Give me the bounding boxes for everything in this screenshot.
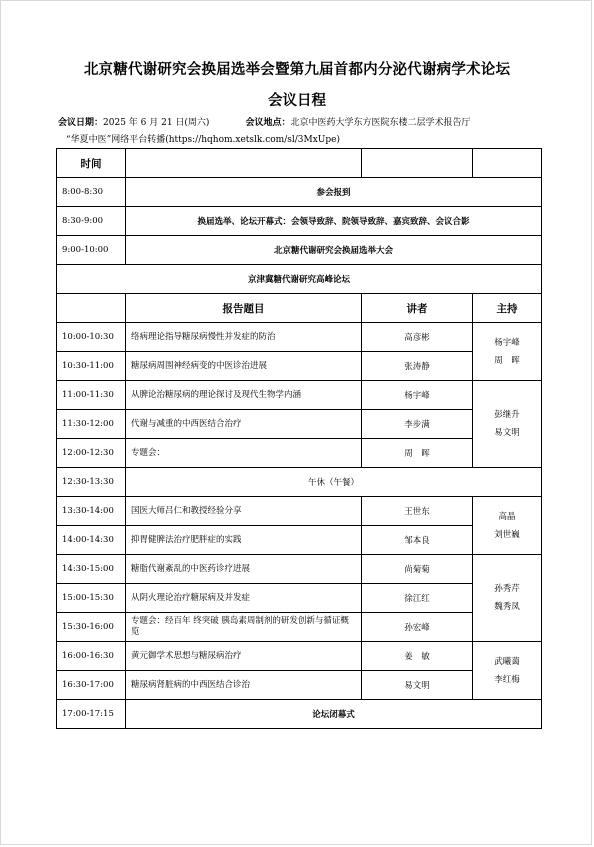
time-cell: 15:00-15:30 <box>57 584 126 613</box>
agenda-item: 换届选举、论坛开幕式：会领导致辞、院领导致辞、嘉宾致辞、会议合影 <box>126 207 542 236</box>
speaker-cell: 易文明 <box>362 671 473 700</box>
meeting-info <box>58 115 558 128</box>
table-row <box>57 323 542 352</box>
time-cell: 14:00-14:30 <box>57 526 126 555</box>
table-row <box>57 439 542 468</box>
agenda-item: 北京糖代谢研究会换届选举大会 <box>126 236 542 265</box>
column-header-row <box>57 294 542 323</box>
topic-cell: 络病理论指导糖尿病慢性并发症的防治 <box>126 323 362 352</box>
table-row <box>57 613 542 642</box>
topic-cell: 国医大师吕仁和教授经验分享 <box>126 497 362 526</box>
host-name: 武曦蔼 <box>494 656 520 667</box>
host-cell <box>473 497 542 555</box>
time-cell: 8:00-8:30 <box>57 178 126 207</box>
topic-cell: 专题会：经百年 终突破 胰岛素周制剂的研发创新与循证概览 <box>126 613 362 642</box>
table-row <box>57 555 542 584</box>
topic-cell: 从脾论治糖尿病的理论探讨及现代生物学内涵 <box>126 381 362 410</box>
forum-title: 京津冀糖代谢研究高峰论坛 <box>57 265 542 294</box>
time-cell: 12:00-12:30 <box>57 439 126 468</box>
table-row <box>57 236 542 265</box>
table-row <box>57 497 542 526</box>
topic-cell: 糖尿病周围神经病变的中医诊治进展 <box>126 352 362 381</box>
document-title: 北京糖代谢研究会换届选举会暨第九届首都内分泌代谢病学术论坛 <box>83 62 511 78</box>
host-cell <box>473 323 542 381</box>
lunch-text: 午休（午餐） <box>126 468 542 497</box>
agenda-item: 参会报到 <box>126 178 542 207</box>
empty-cell <box>57 294 126 323</box>
time-cell: 8:30-9:00 <box>57 207 126 236</box>
closing-row <box>57 700 542 729</box>
host-cell <box>473 642 542 700</box>
host-name: 杨宇峰 <box>494 337 520 348</box>
speaker-cell: 邹本良 <box>362 526 473 555</box>
topic-cell: 抑胃健脾法治疗肥胖症的实践 <box>126 526 362 555</box>
topic-cell: 糖脂代谢紊乱的中医药诊疗进展 <box>126 555 362 584</box>
speaker-cell: 徐江红 <box>362 584 473 613</box>
time-cell: 17:00-17:15 <box>57 700 126 729</box>
speaker-cell: 张涛静 <box>362 352 473 381</box>
host-name: 孙秀芹 <box>494 584 520 594</box>
forum-title-row <box>57 265 542 294</box>
speaker-cell: 孙宏峰 <box>362 613 473 642</box>
topic-cell: 从阴火理论治疗糖尿病及并发症 <box>126 584 362 613</box>
empty-cell <box>126 149 362 178</box>
table-row <box>57 207 542 236</box>
table-row <box>57 584 542 613</box>
table-row <box>57 642 542 671</box>
venue-label: 会议地点： <box>245 118 291 128</box>
closing-text: 论坛闭幕式 <box>126 700 542 729</box>
speaker-cell: 姜 敏 <box>362 642 473 671</box>
topic-cell: 代谢与减重的中西医结合治疗 <box>126 410 362 439</box>
lunch-row <box>57 468 542 497</box>
time-cell: 15:30-16:00 <box>57 613 126 642</box>
venue-value: 北京中医药大学东方医院东楼二层学术报告厅 <box>290 118 471 128</box>
time-cell: 16:00-16:30 <box>57 642 126 671</box>
host-name: 刘世巍 <box>494 529 520 540</box>
topic-cell: 黄元御学术思想与糖尿病治疗 <box>126 642 362 671</box>
table-row <box>57 526 542 555</box>
speaker-cell: 高彦彬 <box>362 323 473 352</box>
time-cell: 9:00-10:00 <box>57 236 126 265</box>
time-cell: 10:00-10:30 <box>57 323 126 352</box>
host-name: 高晶 <box>498 511 516 522</box>
host-name: 李红梅 <box>494 674 520 685</box>
time-cell: 16:30-17:00 <box>57 671 126 700</box>
time-header: 时间 <box>57 149 126 178</box>
document-subtitle: 会议日程 <box>268 93 326 109</box>
table-row <box>57 352 542 381</box>
empty-cell <box>473 149 542 178</box>
host-cell <box>473 381 542 468</box>
host-name: 易文明 <box>494 428 520 438</box>
date-label: 会议日期： <box>58 118 104 128</box>
topic-cell: 糖尿病肾脏病的中西医结合诊治 <box>126 671 362 700</box>
topic-cell: 专题会： <box>126 439 362 468</box>
time-cell: 11:00-11:30 <box>57 381 126 410</box>
table-header-row <box>57 149 542 178</box>
table-row <box>57 671 542 700</box>
table-row <box>57 381 542 410</box>
table-row <box>57 410 542 439</box>
speaker-cell: 尚菊菊 <box>362 555 473 584</box>
time-cell: 10:30-11:00 <box>57 352 126 381</box>
time-cell: 14:30-15:00 <box>57 555 126 584</box>
speaker-cell: 李步满 <box>362 410 473 439</box>
stream-info: “华夏中医”网络平台转播(https://hqhom.xetslk.com/sl/3MxUpe) <box>66 135 340 145</box>
host-header: 主持 <box>473 294 542 323</box>
speaker-cell: 杨宇峰 <box>362 381 473 410</box>
host-name: 周 晖 <box>494 355 520 366</box>
schedule-table <box>56 148 542 729</box>
host-name: 魏秀凤 <box>494 602 520 612</box>
time-cell: 13:30-14:00 <box>57 497 126 526</box>
date-value: 2025 年 6 月 21 日(周六) <box>103 118 210 128</box>
time-cell: 12:30-13:30 <box>57 468 126 497</box>
table-row <box>57 178 542 207</box>
host-cell <box>473 555 542 642</box>
speaker-cell: 王世东 <box>362 497 473 526</box>
speaker-header: 讲者 <box>362 294 473 323</box>
empty-cell <box>362 149 473 178</box>
host-name: 彭继升 <box>494 410 520 420</box>
topic-header: 报告题目 <box>126 294 362 323</box>
time-cell: 11:30-12:00 <box>57 410 126 439</box>
speaker-cell: 周 晖 <box>362 439 473 468</box>
